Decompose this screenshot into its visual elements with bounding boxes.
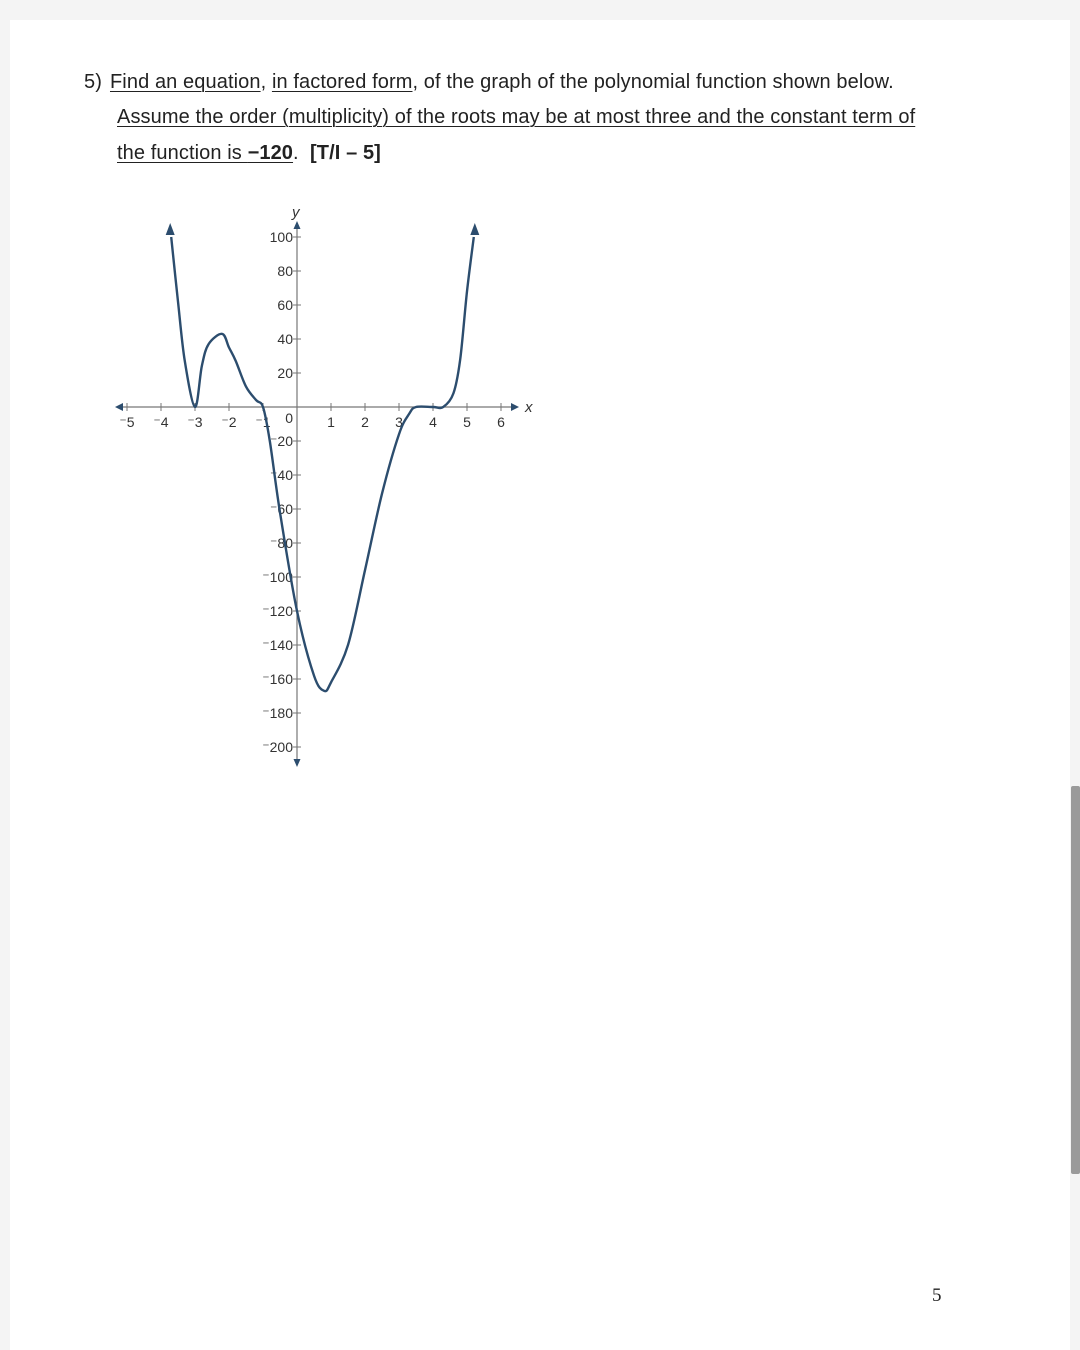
y-tick-label: ⁻120 (262, 603, 293, 619)
x-axis-left-arrow (115, 403, 123, 411)
question-text-find-equation: Find an equation (109, 71, 261, 93)
y-tick-label: 20 (277, 365, 293, 381)
x-axis-right-arrow (511, 403, 519, 411)
origin-label: 0 (285, 410, 293, 426)
curve-left-end-arrow (166, 223, 175, 235)
y-axis-top-arrow (294, 221, 301, 229)
curve-right-end-arrow (470, 223, 479, 235)
y-tick-label: ⁻200 (262, 739, 293, 755)
x-tick-label: ⁻5 (119, 414, 135, 430)
y-tick-label: ⁻80 (270, 535, 293, 551)
marks-label: [T/I – 5] (310, 142, 381, 164)
polynomial-curve (171, 237, 474, 691)
y-axis-label: y (292, 204, 300, 221)
y-tick-label: ⁻180 (262, 705, 293, 721)
question-text-line1-rest: , of the graph of the polynomial function shown below. (412, 71, 894, 93)
y-tick-label: ⁻20 (270, 433, 293, 449)
constant-term-value: −120 (247, 142, 294, 164)
x-tick-label: 1 (327, 414, 335, 430)
question-text-constant-term: the function is (117, 142, 248, 164)
x-axis-label: x (525, 399, 533, 416)
question-line-2: Assume the order (multiplicity) of the roots may be at most three and the constant term of (117, 106, 916, 128)
question-text-factored-form: in factored form (271, 71, 413, 93)
y-axis-bottom-arrow (294, 759, 301, 767)
question-number: 5) (84, 71, 102, 93)
y-tick-label: ⁻160 (262, 671, 293, 687)
x-tick-label: 4 (429, 414, 437, 430)
y-tick-label: 60 (277, 297, 293, 313)
y-tick-label: ⁻40 (270, 467, 293, 483)
y-tick-label: 80 (277, 263, 293, 279)
question-text-period: . (293, 142, 299, 164)
x-tick-label: 2 (361, 414, 369, 430)
y-tick-label: ⁻100 (262, 569, 293, 585)
question-text-comma: , (260, 71, 267, 93)
y-tick-label: ⁻60 (270, 501, 293, 517)
scrollbar[interactable] (1071, 786, 1080, 1174)
x-tick-label: 6 (497, 414, 505, 430)
y-tick-label: 100 (269, 229, 293, 245)
x-tick-label: 3 (395, 414, 403, 430)
page-number: 5 (932, 1285, 942, 1306)
y-tick-label: 40 (277, 331, 293, 347)
x-tick-label: ⁻1 (255, 414, 271, 430)
y-tick-label: ⁻140 (262, 637, 293, 653)
x-tick-label: ⁻4 (153, 414, 169, 430)
x-tick-label: ⁻3 (187, 414, 203, 430)
x-tick-label: ⁻2 (221, 414, 237, 430)
x-tick-label: 5 (463, 414, 471, 430)
